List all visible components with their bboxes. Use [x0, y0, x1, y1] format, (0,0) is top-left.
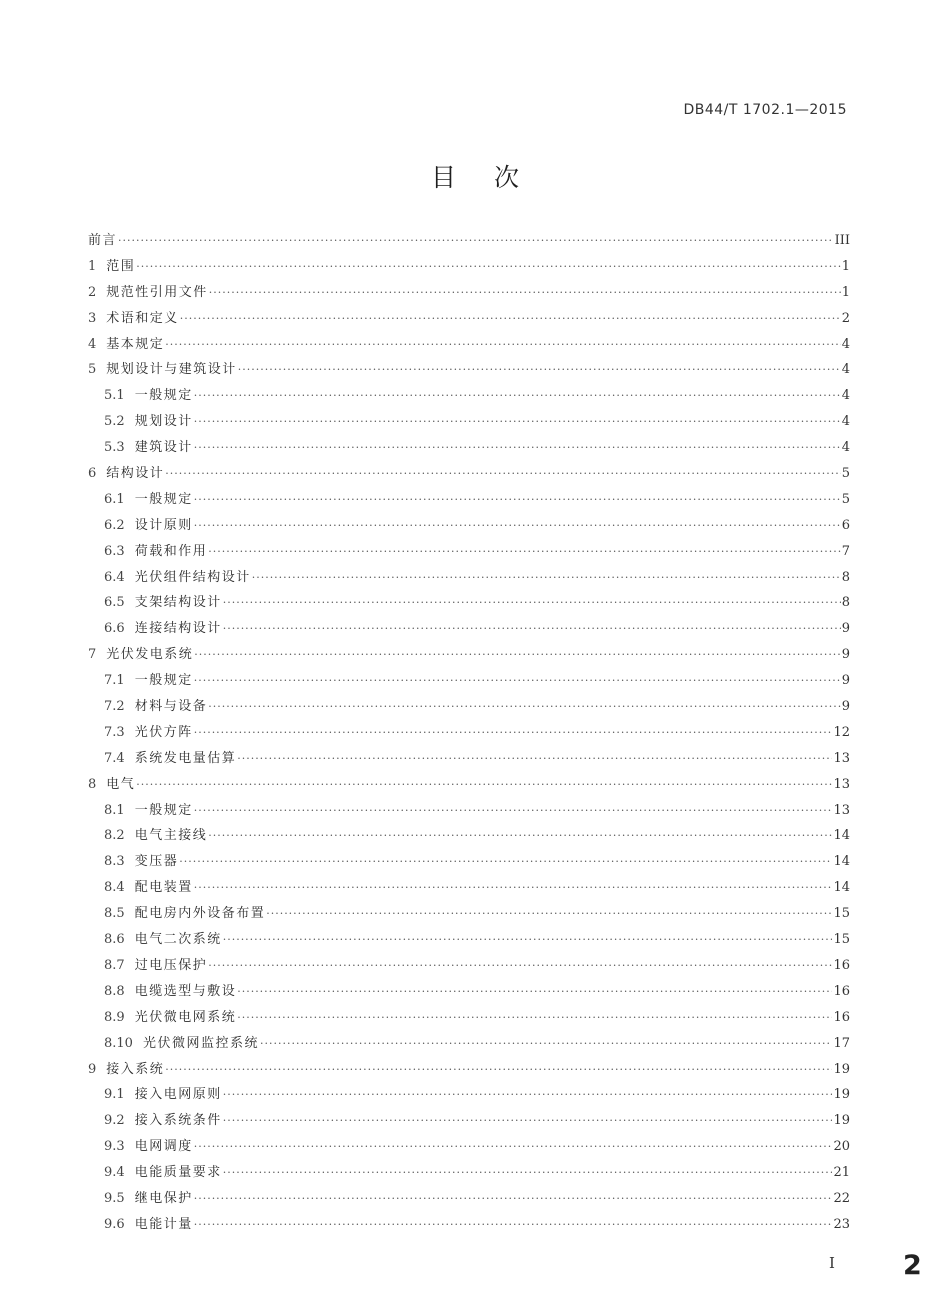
toc-entry-page: 4 [841, 414, 850, 430]
toc-leader-dots [194, 720, 833, 746]
toc-entry[interactable] [88, 979, 850, 1005]
toc-leader-dots [223, 1082, 833, 1108]
toc-leader-dots [194, 513, 841, 539]
toc-entry[interactable] [88, 1031, 850, 1057]
toc-entry-title: 光伏微电网系统 [134, 1009, 237, 1025]
toc-entry-number: 6.6 [104, 621, 125, 637]
toc-entry-title: 系统发电量估算 [134, 750, 237, 766]
toc-entry-page: 7 [841, 543, 850, 559]
toc-entry-page: 4 [841, 440, 850, 456]
toc-entry-page: 21 [833, 1165, 850, 1181]
toc-entry-number: 8.8 [104, 983, 125, 999]
toc-entry-number: 8.1 [104, 802, 125, 818]
toc-entry-title: 光伏发电系统 [106, 647, 194, 663]
toc-entry-number: 8.10 [104, 1035, 133, 1051]
toc-entry-page: 13 [833, 750, 850, 766]
toc-entry-title: 电网调度 [134, 1139, 193, 1155]
toc-entry-page: 9 [841, 621, 850, 637]
toc-leader-dots [223, 590, 841, 616]
toc-entry-number: 7.4 [104, 750, 125, 766]
toc-entry-title: 范围 [106, 258, 136, 274]
toc-leader-dots [194, 487, 841, 513]
toc-entry[interactable] [88, 1212, 850, 1238]
toc-entry-page: 4 [841, 336, 850, 352]
toc-entry-number: 9.3 [104, 1139, 125, 1155]
toc-entry-title: 一般规定 [134, 802, 193, 818]
toc-entry-title: 配电房内外设备布置 [134, 906, 266, 922]
toc-entry[interactable] [88, 332, 850, 358]
toc-entry-page: III [834, 233, 850, 248]
toc-entry-page: 13 [833, 802, 850, 818]
toc-entry-page: 9 [841, 699, 850, 715]
toc-entry-number: 9.5 [104, 1190, 125, 1206]
toc-leader-dots [194, 383, 841, 409]
toc-entry[interactable] [88, 823, 850, 849]
toc-entry-title: 材料与设备 [134, 699, 208, 715]
toc-leader-dots [194, 798, 833, 824]
toc-leader-dots [194, 1212, 833, 1238]
toc-entry-title: 荷载和作用 [134, 543, 208, 559]
toc-leader-dots [165, 1057, 832, 1083]
toc-entry-page: 22 [833, 1190, 850, 1206]
toc-entry-number: 5.2 [104, 414, 125, 430]
toc-entry-page: 8 [841, 595, 850, 611]
toc-entry-title: 过电压保护 [134, 957, 208, 973]
toc-leader-dots [237, 746, 832, 772]
toc-entry-number: 7.1 [104, 673, 125, 689]
toc-entry-number: 9.2 [104, 1113, 125, 1129]
toc-entry-page: 17 [833, 1035, 850, 1051]
toc-entry-page: 15 [833, 932, 850, 948]
toc-entry-page: 20 [833, 1139, 850, 1155]
toc-entry[interactable] [88, 746, 850, 772]
toc-entry-number: 8.2 [104, 828, 125, 844]
toc-leader-dots [194, 642, 840, 668]
toc-leader-dots [208, 953, 832, 979]
toc-leader-dots [208, 539, 841, 565]
toc-leader-dots [223, 1108, 833, 1134]
toc-entry-number: 9.1 [104, 1087, 125, 1103]
toc-leader-dots [209, 280, 841, 306]
toc-entry-number: 8.3 [104, 854, 125, 870]
toc-entry-page: 6 [841, 517, 850, 533]
toc-leader-dots [252, 565, 841, 591]
toc-entry-title: 光伏微网监控系统 [142, 1035, 259, 1051]
toc-entry[interactable] [88, 642, 850, 668]
toc-entry-number: 5 [88, 362, 97, 378]
toc-entry-number: 9.6 [104, 1216, 125, 1232]
toc-entry-title: 光伏组件结构设计 [134, 569, 251, 585]
toc-entry-number: 7 [88, 647, 97, 663]
toc-entry[interactable] [88, 228, 850, 254]
toc-entry-number: 6.4 [104, 569, 125, 585]
toc-entry[interactable] [88, 590, 850, 616]
toc-leader-dots [260, 1031, 832, 1057]
toc-entry-page: 9 [841, 673, 850, 689]
toc-entry-title: 一般规定 [134, 388, 193, 404]
toc-entry-page: 5 [841, 491, 850, 507]
toc-leader-dots [223, 616, 841, 642]
toc-entry-number: 7.3 [104, 724, 125, 740]
toc-entry-page: 19 [833, 1087, 850, 1103]
toc-entry-page: 5 [841, 466, 850, 482]
toc-entry[interactable] [88, 461, 850, 487]
toc-entry-number: 2 [88, 284, 97, 300]
toc-entry-title: 支架结构设计 [134, 595, 222, 611]
toc-entry-page: 19 [833, 1061, 850, 1077]
toc-entry-title: 电气主接线 [134, 828, 208, 844]
toc-entry-page: 8 [841, 569, 850, 585]
toc-entry-page: 14 [833, 854, 850, 870]
toc-leader-dots [136, 254, 840, 280]
toc-entry-title: 配电装置 [134, 880, 193, 896]
toc-entry-number: 8.4 [104, 880, 125, 896]
toc-leader-dots [179, 849, 832, 875]
toc-leader-dots [194, 668, 841, 694]
toc-entry-number: 4 [88, 336, 97, 352]
toc-entry[interactable] [88, 616, 850, 642]
toc-leader-dots [223, 927, 833, 953]
toc-entry[interactable] [88, 798, 850, 824]
toc-entry-title: 连接结构设计 [134, 621, 222, 637]
toc-entry[interactable] [88, 849, 850, 875]
toc-leader-dots [194, 435, 841, 461]
toc-entry[interactable] [88, 357, 850, 383]
toc-entry-page: 4 [841, 362, 850, 378]
toc-entry-number: 8.9 [104, 1009, 125, 1025]
toc-entry[interactable] [88, 254, 850, 280]
toc-entry[interactable] [88, 953, 850, 979]
toc-entry-title: 电气二次系统 [134, 932, 222, 948]
toc-entry[interactable] [88, 1134, 850, 1160]
toc-entry-title: 电能质量要求 [134, 1165, 222, 1181]
toc-entry-title: 变压器 [134, 854, 179, 870]
toc-entry[interactable] [88, 875, 850, 901]
toc-entry[interactable] [88, 539, 850, 565]
toc-entry[interactable] [88, 694, 850, 720]
toc-entry-title: 光伏方阵 [134, 724, 193, 740]
toc-entry-title: 基本规定 [106, 336, 165, 352]
toc-entry-title: 结构设计 [106, 466, 165, 482]
toc-entry-title: 继电保护 [134, 1190, 193, 1206]
toc-entry-page: 12 [833, 724, 850, 740]
toc-entry-page: 16 [833, 957, 850, 973]
toc-entry-title: 接入系统 [106, 1061, 165, 1077]
toc-entry-page: 1 [841, 258, 850, 274]
toc-entry-number: 6.5 [104, 595, 125, 611]
toc-leader-dots [180, 306, 841, 332]
toc-leader-dots [266, 901, 832, 927]
toc-entry[interactable] [88, 772, 850, 798]
toc-entry[interactable] [88, 1005, 850, 1031]
toc-entry-number: 5.3 [104, 440, 125, 456]
toc-entry-title: 建筑设计 [134, 440, 193, 456]
toc-entry-title: 一般规定 [134, 673, 193, 689]
toc-entry-number: 8.7 [104, 957, 125, 973]
toc-entry-number: 1 [88, 258, 97, 274]
toc-entry[interactable] [88, 280, 850, 306]
toc-entry[interactable] [88, 1186, 850, 1212]
page-title: 目次 [430, 163, 557, 192]
toc-entry-page: 9 [841, 647, 850, 663]
toc-entry-number: 6.2 [104, 517, 125, 533]
toc-entry-number: 9.4 [104, 1165, 125, 1181]
toc-entry-page: 1 [841, 284, 850, 300]
toc-leader-dots [194, 1134, 833, 1160]
toc-entry-title: 规划设计 [134, 414, 193, 430]
toc-entry-title: 电能计量 [134, 1216, 193, 1232]
toc-entry-number: 6.3 [104, 543, 125, 559]
toc-entry-title: 规划设计与建筑设计 [106, 362, 237, 378]
toc-entry-number: 7.2 [104, 699, 125, 715]
toc-leader-dots [223, 1160, 833, 1186]
toc-entry[interactable] [88, 435, 850, 461]
toc-leader-dots [237, 1005, 832, 1031]
toc-entry-title: 接入系统条件 [134, 1113, 222, 1129]
toc-entry[interactable] [88, 513, 850, 539]
toc-entry-page: 4 [841, 388, 850, 404]
toc-entry-title: 接入电网原则 [134, 1087, 222, 1103]
toc-leader-dots [194, 1186, 833, 1212]
toc-entry-number: 8.6 [104, 932, 125, 948]
toc-entry-number: 8 [88, 776, 97, 792]
toc-entry-number: 5.1 [104, 388, 125, 404]
toc-leader-dots [194, 409, 841, 435]
toc-entry-page: 15 [833, 906, 850, 922]
toc-entry-title: 前言 [88, 233, 118, 248]
toc-entry-title: 电气 [106, 776, 136, 792]
toc-entry-number: 6 [88, 466, 97, 482]
toc-entry[interactable] [88, 306, 850, 332]
page-stamp: 2 [903, 1250, 922, 1281]
toc-entry[interactable] [88, 409, 850, 435]
toc-entry[interactable] [88, 1082, 850, 1108]
table-of-contents [88, 228, 850, 1238]
toc-entry-title: 术语和定义 [106, 310, 179, 326]
toc-entry[interactable] [88, 1160, 850, 1186]
toc-entry-page: 2 [841, 310, 850, 326]
toc-entry-title: 规范性引用文件 [106, 284, 208, 300]
toc-entry-page: 16 [833, 1009, 850, 1025]
toc-entry-number: 6.1 [104, 491, 125, 507]
page-number: I [829, 1254, 835, 1272]
toc-entry-title: 电缆选型与敷设 [134, 983, 237, 999]
toc-leader-dots [165, 332, 840, 358]
toc-entry-page: 14 [833, 880, 850, 896]
toc-entry[interactable] [88, 383, 850, 409]
toc-leader-dots [208, 694, 841, 720]
toc-leader-dots [165, 461, 840, 487]
toc-entry-page: 16 [833, 983, 850, 999]
toc-entry[interactable] [88, 1057, 850, 1083]
toc-entry-title: 设计原则 [134, 517, 193, 533]
toc-entry[interactable] [88, 565, 850, 591]
toc-entry-number: 9 [88, 1061, 97, 1077]
toc-leader-dots [208, 823, 832, 849]
toc-entry-page: 13 [833, 776, 850, 792]
toc-entry[interactable] [88, 901, 850, 927]
toc-entry-number: 3 [88, 310, 97, 326]
toc-leader-dots [118, 228, 834, 254]
toc-entry[interactable] [88, 927, 850, 953]
toc-leader-dots [238, 357, 841, 383]
toc-entry-title: 一般规定 [134, 491, 193, 507]
toc-entry-page: 14 [833, 828, 850, 844]
toc-entry[interactable] [88, 1108, 850, 1134]
toc-entry-number: 8.5 [104, 906, 125, 922]
standard-code: DB44/T 1702.1—2015 [683, 102, 847, 118]
toc-entry[interactable] [88, 487, 850, 513]
toc-entry-page: 23 [833, 1216, 850, 1232]
toc-leader-dots [194, 875, 833, 901]
toc-leader-dots [237, 979, 832, 1005]
toc-leader-dots [136, 772, 832, 798]
toc-entry-page: 19 [833, 1113, 850, 1129]
toc-entry[interactable] [88, 720, 850, 746]
toc-entry[interactable] [88, 668, 850, 694]
